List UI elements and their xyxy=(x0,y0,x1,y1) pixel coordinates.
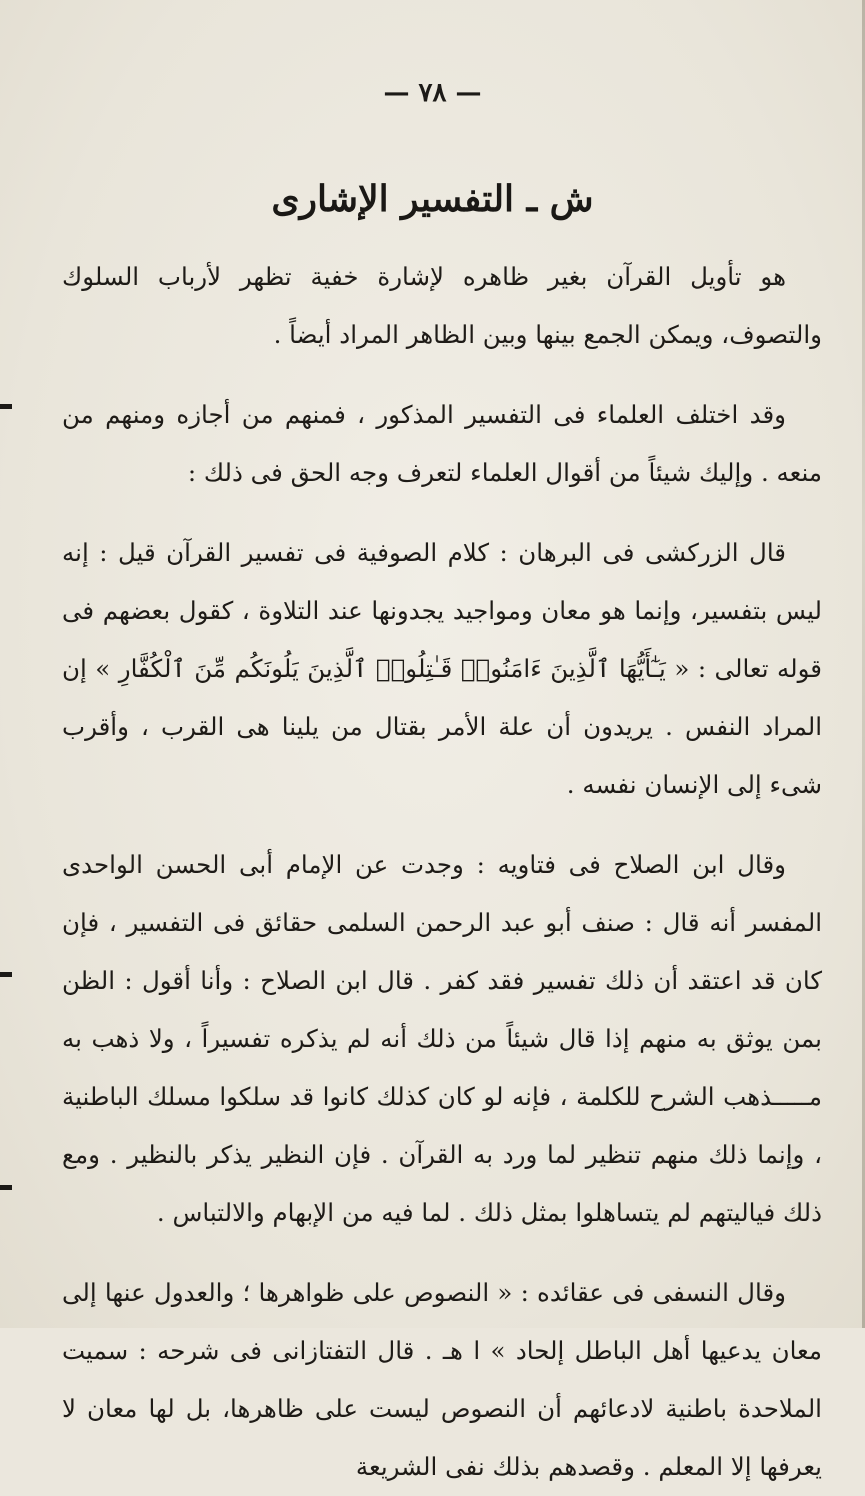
paragraph-scholars-disagreement: وقد اختلف العلماء فى التفسير المذكور ، فمنهم من أجازه ومنهم من منعه . وإليك شيئاً من أقوال العلماء لتعرف وجه الحق فى ذلك : xyxy=(62,400,822,487)
section-title: ش ـ التفسير الإشارى xyxy=(271,178,594,220)
body-text xyxy=(62,248,822,1496)
page-number: — ٧٨ — xyxy=(383,78,482,108)
scan-edge-mark xyxy=(0,972,12,977)
paragraph-nasafi: وقال النسفى فى عقائده : « النصوص على ظواهرها ؛ والعدول عنها إلى معان يدعيها أهل الباطل إلحاد » ا هـ . قال التفتازانى فى شرحه : سميت الملاحدة باطنية لادعائهم أن النصوص ليست على ظاهرها، بل لها معان لا يعرفها إلا المعلم . وقصدهم بذلك نفى الشريعة xyxy=(62,1278,822,1481)
paragraph-ibn-salah: وقال ابن الصلاح فى فتاويه : وجدت عن الإمام أبى الحسن الواحدى المفسر أنه قال : صنف أبو عبد الرحمن السلمى حقائق فى التفسير ، فإن كان قد اعتقد أن ذلك تفسير فقد كفر . قال ابن الصلاح : وأنا أقول : الظن بمن يوثق به منهم إذا قال شيئاً من ذلك أنه لم يذكره تفسيراً ، ولا ذهب به مـــــذهب الشرح للكلمة ، فإنه لو كان كذلك كانوا قد سلكوا مسلك الباطنية ، وإنما ذلك منهم تنظير لما ورد به القرآن . فإن النظير يذكر بالنظير . ومع ذلك فياليتهم لم يتساهلوا بمثل ذلك . لما فيه من الإبهام والالتباس . xyxy=(62,850,822,1227)
paragraph-zarkashi: قال الزركشى فى البرهان : كلام الصوفية فى تفسير القرآن قيل : إنه ليس بتفسير، وإنما هو معان ومواجيد يجدونها عند التلاوة ، كقول بعضهم فى قوله تعالى : « يَـٰٓأَيُّهَا ٱلَّذِينَ ءَامَنُوا۟ قَـٰتِلُوا۟ ٱلَّذِينَ يَلُونَكُم مِّنَ ٱلْكُفَّارِ » إن المراد النفس . يريدون أن علة الأمر بقتال من يلينا هى القرب ، وأقرب شىء إلى الإنسان نفسه . xyxy=(62,538,822,799)
scan-edge-mark xyxy=(0,404,12,409)
scan-edge-mark xyxy=(0,1185,12,1190)
paragraph-definition: هو تأويل القرآن بغير ظاهره لإشارة خفية تظهر لأرباب السلوك والتصوف، ويمكن الجمع بينها وبين الظاهر المراد أيضاً . xyxy=(62,262,822,349)
